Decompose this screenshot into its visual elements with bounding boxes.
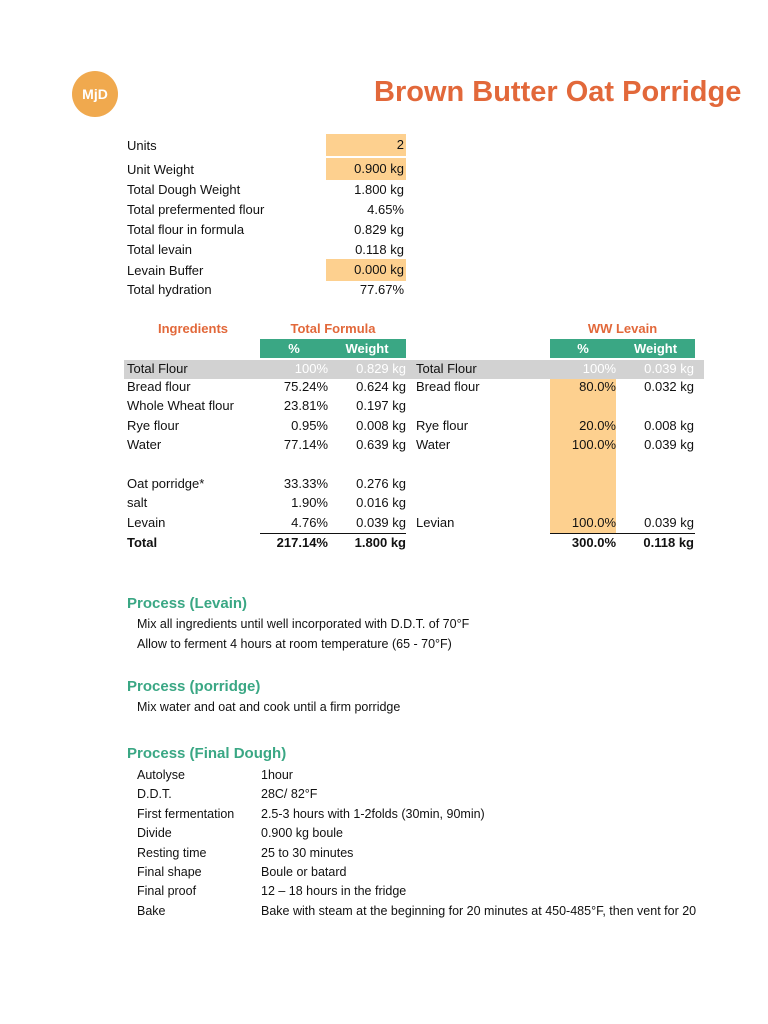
ingredient-name: Rye flour [127, 418, 180, 433]
ingredient-weight: 0.039 kg [356, 515, 406, 530]
summary-label: Levain Buffer [127, 263, 204, 278]
levain-ingredient-name: Total Flour [416, 361, 477, 376]
summary-label: Total flour in formula [127, 222, 245, 237]
final-step-value: Boule or batard [261, 865, 347, 879]
final-step-label: Bake [137, 903, 166, 918]
summary-value: 1.800 kg [354, 182, 404, 197]
ingredient-pct: 0.95% [291, 418, 328, 433]
ingredient-pct: 100% [294, 361, 328, 376]
summary-input-value[interactable]: 0.900 kg [326, 158, 406, 180]
levain-pct-header: % [550, 339, 616, 358]
ingredient-name: Levain [127, 515, 166, 530]
summary-value: 4.65% [367, 202, 404, 217]
levain-pct-column-highlight [550, 379, 616, 533]
formula-weight-header: Weight [328, 339, 406, 358]
levain-ingredient-name: Rye flour [416, 418, 469, 433]
total-label: Total [127, 535, 158, 550]
ingredient-weight: 0.016 kg [356, 495, 406, 510]
ingredient-pct: 33.33% [283, 476, 328, 491]
levain-ingredient-pct: 100.0% [571, 437, 616, 452]
levain-ingredient-weight: 0.039 kg [644, 437, 694, 452]
process-levain-line: Mix all ingredients until well incorporated with D.D.T. of 70°F [137, 617, 470, 631]
ingredient-name: Whole Wheat flour [127, 398, 234, 413]
ingredient-weight: 0.624 kg [356, 379, 406, 394]
process-levain-line: Allow to ferment 4 hours at room temperature (65 - 70°F) [137, 637, 452, 651]
final-step-label: D.D.T. [137, 787, 172, 802]
ingredient-pct: 4.76% [291, 515, 328, 530]
page-title: Brown Butter Oat Porridge [374, 76, 742, 108]
summary-value: 0.829 kg [354, 222, 404, 237]
summary-input-value[interactable]: 0.000 kg [326, 259, 406, 281]
levain-total-pct: 300.0% [571, 535, 616, 550]
levain-ingredient-pct: 80.0% [579, 379, 616, 394]
levain-ingredient-pct: 100% [582, 361, 616, 376]
final-step-value: 2.5-3 hours with 1-2folds (30min, 90min) [261, 806, 485, 821]
ingredient-weight: 0.829 kg [356, 361, 406, 376]
final-step-label: Resting time [137, 845, 207, 860]
levain-ingredient-pct: 20.0% [579, 418, 616, 433]
summary-label: Unit Weight [127, 162, 194, 177]
formula-total-rule [260, 533, 406, 534]
summary-label: Total levain [127, 242, 193, 257]
levain-total-rule [550, 533, 695, 534]
ingredient-pct: 75.24% [283, 379, 328, 394]
final-step-value: 28C/ 82°F [261, 787, 318, 802]
total-weight: 1.800 kg [354, 535, 406, 550]
ingredient-weight: 0.276 kg [356, 476, 406, 491]
ingredient-name: Oat porridge* [127, 476, 205, 491]
summary-label: Total prefermented flour [127, 202, 265, 217]
summary-label: Total Dough Weight [127, 182, 241, 197]
ingredient-name: Water [127, 437, 162, 452]
levain-weight-header: Weight [616, 339, 695, 358]
summary-label: Units [127, 138, 157, 153]
formula-pct-header: % [260, 339, 328, 358]
ingredient-pct: 1.90% [291, 495, 328, 510]
final-step-label: First fermentation [137, 806, 235, 821]
levain-ingredient-name: Levian [416, 515, 455, 530]
summary-value: 0.118 kg [355, 242, 404, 257]
ingredient-name: salt [127, 495, 148, 510]
ingredient-weight: 0.008 kg [356, 418, 406, 433]
levain-header: WW Levain [587, 321, 658, 336]
process-final-heading: Process (Final Dough) [127, 745, 287, 762]
levain-ingredient-weight: 0.039 kg [644, 361, 694, 376]
ingredient-pct: 23.81% [283, 398, 328, 413]
summary-value: 77.67% [359, 282, 404, 297]
levain-total-weight: 0.118 kg [643, 535, 694, 550]
total-pct: 217.14% [276, 535, 328, 550]
ingredient-name: Bread flour [127, 379, 191, 394]
ingredients-header: Ingredients [157, 321, 229, 336]
levain-ingredient-weight: 0.032 kg [644, 379, 694, 394]
summary-label: Total hydration [127, 282, 212, 297]
final-step-label: Divide [137, 826, 172, 841]
final-step-value: 1hour [261, 768, 293, 782]
final-step-label: Autolyse [137, 768, 185, 782]
total-formula-header: Total Formula [290, 321, 376, 336]
levain-ingredient-pct: 100.0% [571, 515, 616, 530]
ingredient-weight: 0.639 kg [356, 437, 406, 452]
process-porridge-heading: Process (porridge) [127, 678, 261, 695]
brand-logo: MjD [72, 71, 118, 117]
summary-input-value[interactable]: 2 [326, 134, 406, 156]
levain-ingredient-name: Water [416, 437, 451, 452]
ingredient-weight: 0.197 kg [356, 398, 406, 413]
ingredient-pct: 77.14% [283, 437, 328, 452]
final-step-value: 25 to 30 minutes [261, 845, 354, 860]
levain-ingredient-weight: 0.039 kg [644, 515, 694, 530]
levain-ingredient-weight: 0.008 kg [644, 418, 694, 433]
process-levain-heading: Process (Levain) [127, 595, 248, 612]
ingredient-name: Total Flour [127, 361, 188, 376]
final-step-value: 0.900 kg boule [261, 826, 344, 841]
final-step-label: Final shape [137, 865, 202, 879]
final-step-value: 12 – 18 hours in the fridge [261, 884, 407, 899]
final-step-label: Final proof [137, 884, 197, 899]
levain-ingredient-name: Bread flour [416, 379, 480, 394]
process-porridge-line: Mix water and oat and cook until a firm porridge [137, 700, 401, 714]
final-step-value: Bake with steam at the beginning for 20 minutes at 450-485°F, then vent for 20 [261, 903, 697, 918]
